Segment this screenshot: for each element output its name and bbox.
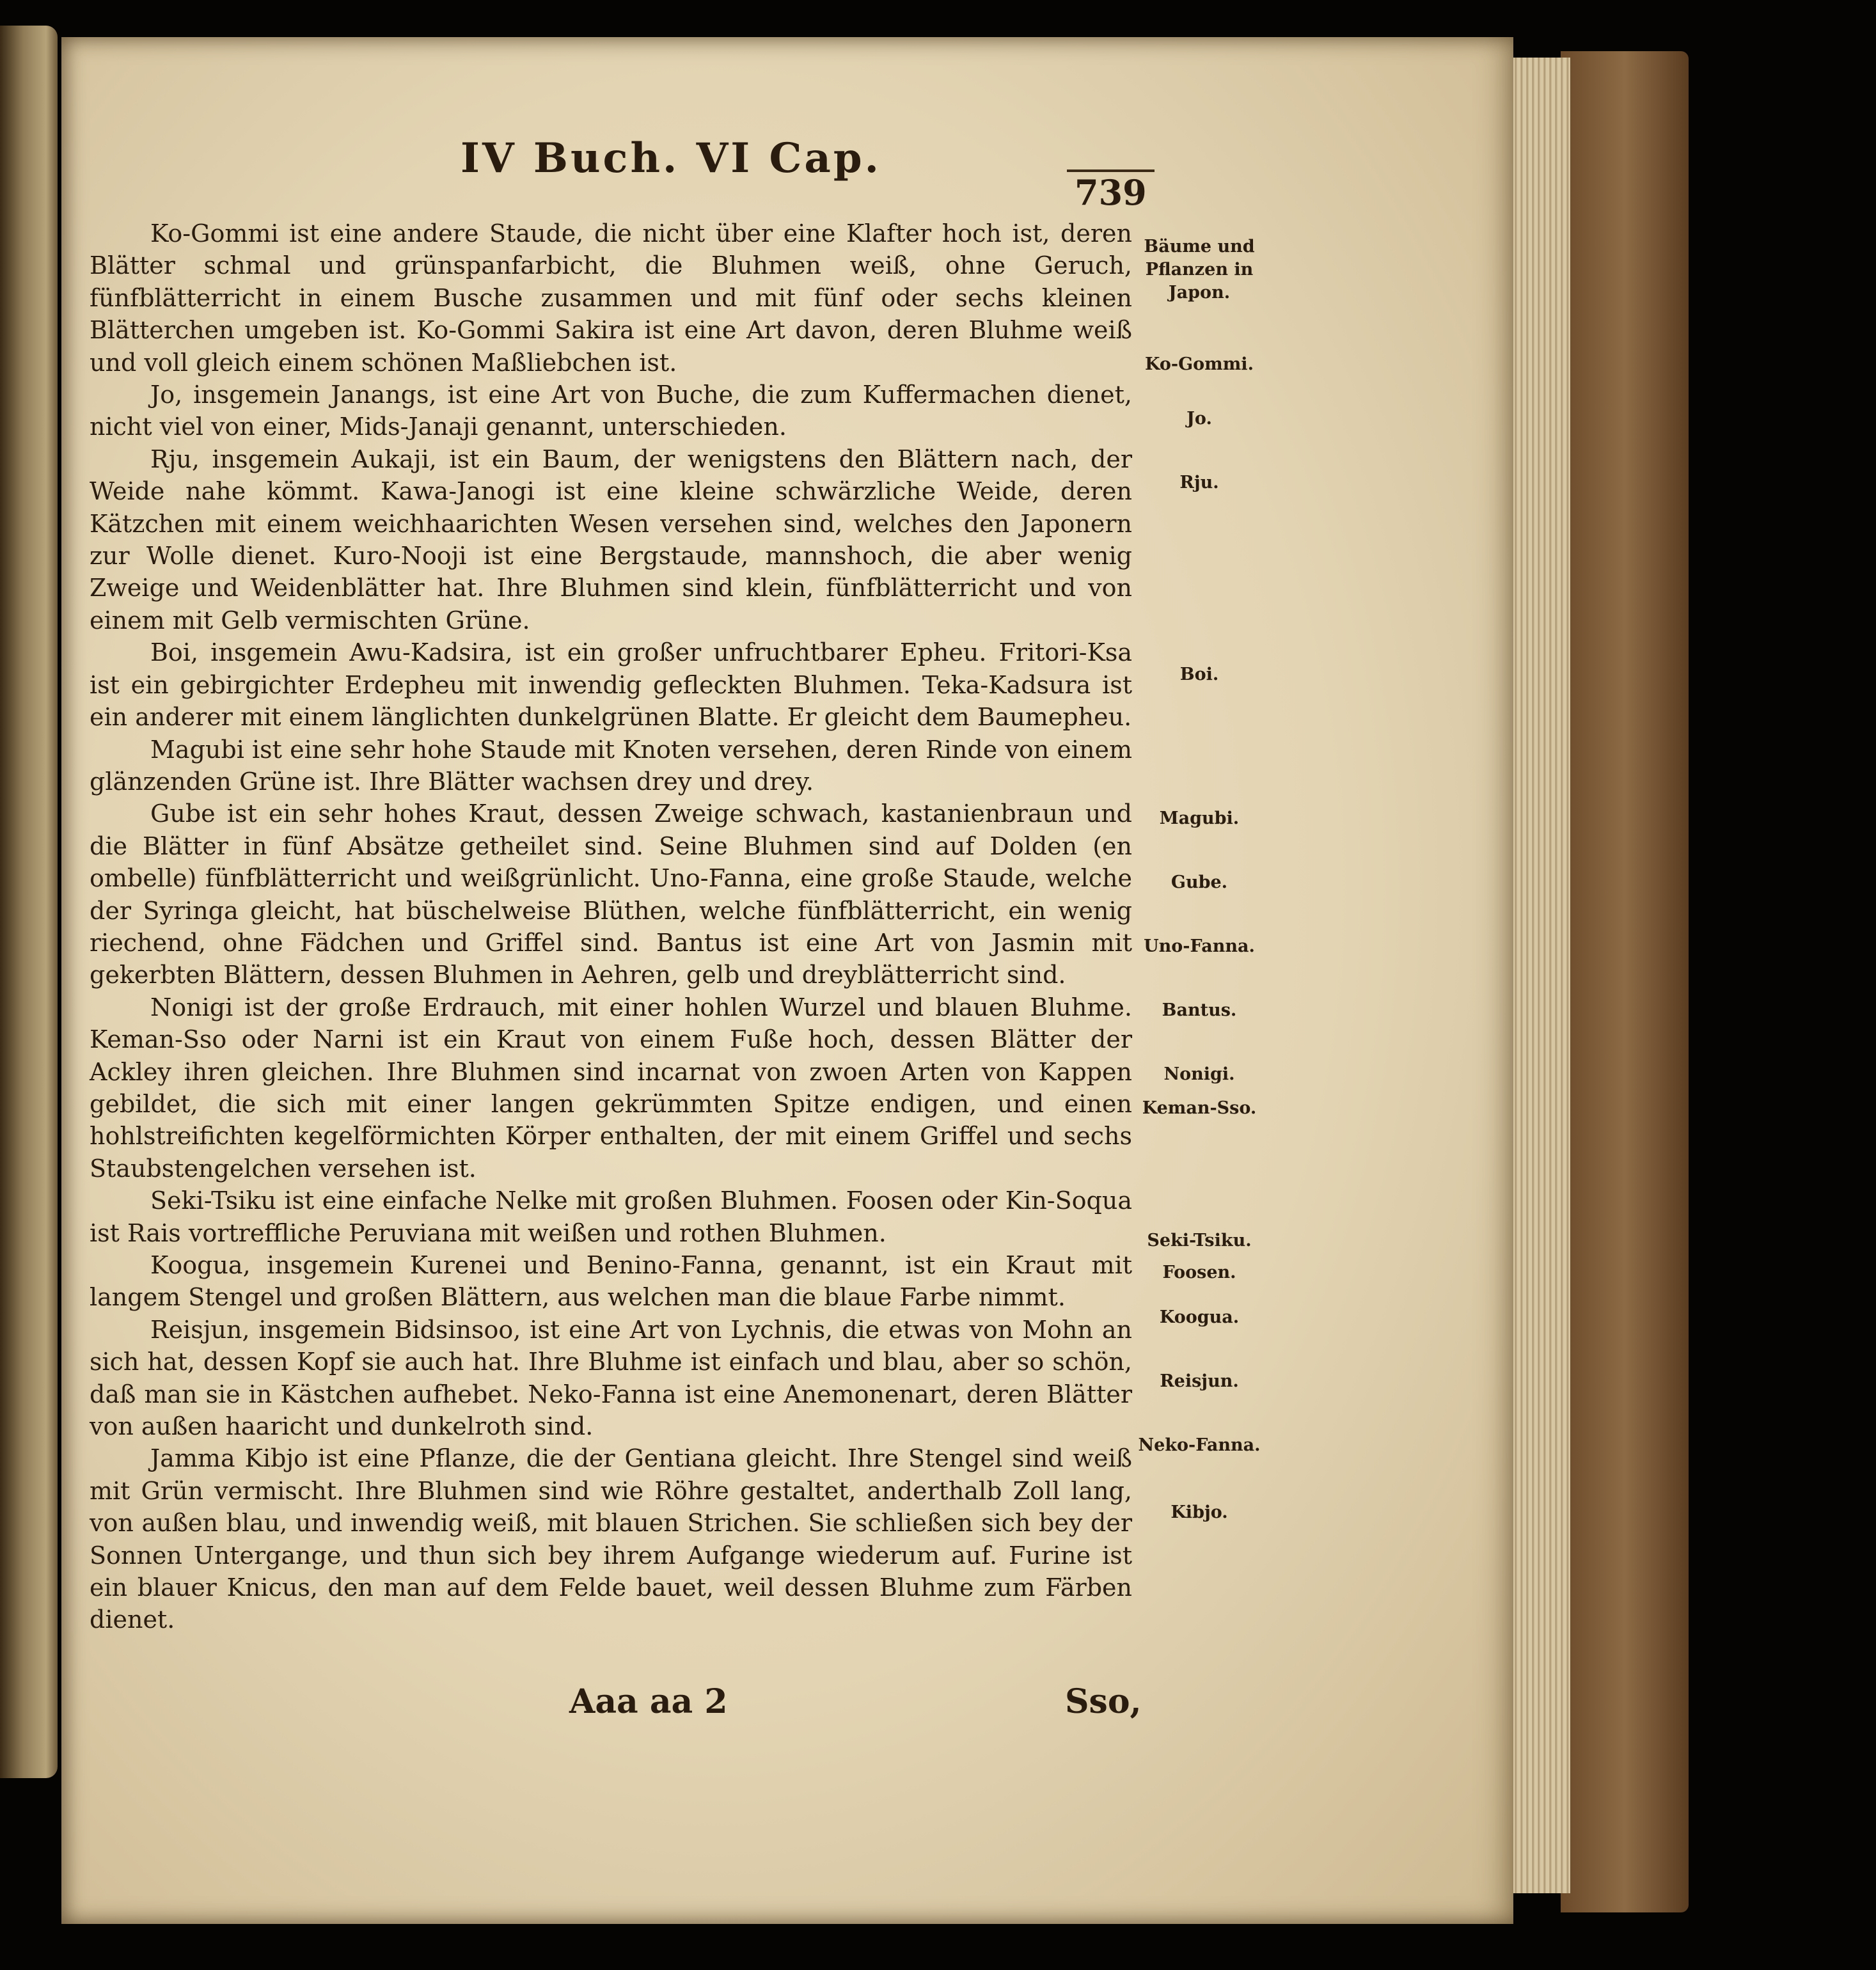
paragraph-ko-gommi: Ko-Gommi ist eine andere Staude, die nicht über eine Klafter hoch ist, deren Blätter schmal und grünspanfarbicht, die Bluhmen weiß, ohne Geruch, fünfblätterricht in einem Busche zusammen und mit fünf oder sechs kleinen Blätterchen umgeben ist. Ko-Gommi Sakira ist eine Art davon, deren Bluhme weiß und voll gleich einem schönen Maßliebchen ist. [90, 219, 1132, 377]
margin-note-uno-fanna: Uno-Fanna. [1144, 936, 1255, 956]
running-title: IV Buch. VI Cap. [461, 134, 881, 182]
page-number: 739 [1067, 169, 1155, 213]
margin-note-neko-fanna: Neko-Fanna. [1138, 1435, 1261, 1455]
margin-note-nonigi: Nonigi. [1163, 1064, 1235, 1084]
margin-note-bantus: Bantus. [1162, 1000, 1237, 1020]
margin-note-ko-gommi: Ko-Gommi. [1145, 354, 1254, 374]
margin-note-rju: Rju. [1179, 473, 1219, 492]
paragraph-reisjun: Reisjun, insgemein Bidsinsoo, ist eine Art von Lychnis, die etwas von Mohn an sich hat, dessen Kopf sie auch hat. Ihre Bluhme ist einfach und blau, aber so schön, daß man sie in Kästchen aufhebet. Neko-Fanna ist eine Anemonenart, deren Blätter von außen haaricht und dunkelroth sind. [90, 1315, 1132, 1441]
margin-note-boi: Boi. [1179, 665, 1219, 684]
paragraph-koogua: Koogua, insgemein Kurenei und Benino-Fanna, genannt, ist ein Kraut mit langem Stengel und großen Blättern, aus welchen man die blaue Farbe nimmt. [90, 1251, 1132, 1312]
margin-note-seki-tsiku: Seki-Tsiku. [1147, 1231, 1252, 1250]
catchword: Sso, [1065, 1682, 1142, 1721]
margin-note-koogua: Koogua. [1159, 1307, 1240, 1327]
paragraph-nonigi: Nonigi ist der große Erdrauch, mit einer hohlen Wurzel und blauen Bluhme. Keman-Sso oder Narni ist ein Kraut von einem Fuße hoch, dessen Blätter der Ackley ihren gleichen. Ihre Bluhmen sind incarnat von zwoen Arten von Kappen gebildet, die sich mit einer langen gekrümmten Spitze endigen, und einen hohlstreifichten kegelförmichten Körper enthalten, der mit einem Griffel und sechs Staubstengelchen versehen ist. [90, 993, 1132, 1183]
paragraph-seki-tsiku: Seki-Tsiku ist eine einfache Nelke mit großen Bluhmen. Foosen oder Kin-Soqua ist Rais vortreffliche Peruviana mit weißen und rothen Bluhmen. [90, 1186, 1132, 1247]
page-body [90, 217, 1132, 1636]
book-cover-edge [1561, 51, 1689, 1912]
margin-note-foosen: Foosen. [1162, 1263, 1236, 1282]
margin-note-magubi: Magubi. [1159, 808, 1240, 828]
paragraph-jo: Jo, insgemein Janangs, ist eine Art von Buche, die zum Kuffermachen dienet, nicht viel von einer, Mids-Janaji genannt, unterschieden. [90, 381, 1132, 441]
paragraph-magubi: Magubi ist eine sehr hohe Staude mit Knoten versehen, deren Rinde von einem glänzenden Grüne ist. Ihre Blätter wachsen drey und drey. [90, 735, 1132, 796]
margin-note-reisjun: Reisjun. [1160, 1371, 1239, 1391]
margin-note-heading: Bäume und Pflanzen in Japon. [1144, 237, 1255, 303]
margin-note-keman-sso: Keman-Sso. [1142, 1098, 1257, 1118]
margin-note-gube: Gube. [1171, 872, 1228, 892]
paragraph-gube: Gube ist ein sehr hohes Kraut, dessen Zweige schwach, kastanienbraun und die Blätter in fünf Absätze getheilet sind. Seine Bluhmen sind auf Dolden (en ombelle) fünfblätterricht und weißgrünlicht. Uno-Fanna, eine große Staude, welche der Syringa gleicht, hat büschelweise Blüthen, welche fünfblätterricht, ein wenig riechend, ohne Fädchen und Griffel sind. Bantus ist eine Art von Jasmin mit gekerbten Blättern, dessen Bluhmen in Aehren, gelb und dreyblätterricht sind. [90, 800, 1132, 989]
paragraph-jamma-kibjo: Jamma Kibjo ist eine Pflanze, die der Gentiana gleicht. Ihre Stengel sind weiß mit Grün vermischt. Ihre Bluhmen sind wie Röhre gestaltet, anderthalb Zoll lang, von außen blau, und inwendig weiß, mit blauen Strichen. Sie schließen sich bey der Sonnen Untergange, und thun sich bey ihrem Aufgange wiederum auf. Furine ist ein blauer Knicus, den man auf dem Felde bauet, weil dessen Bluhme zum Färben dienet. [90, 1444, 1132, 1634]
signature-mark: Aaa aa 2 [569, 1682, 728, 1721]
left-page-edge [0, 26, 58, 1778]
margin-note-kibjo: Kibjo. [1171, 1502, 1228, 1522]
margin-note-jo: Jo. [1186, 409, 1212, 429]
paragraph-boi: Boi, insgemein Awu-Kadsira, ist ein großer unfruchtbarer Epheu. Fritori-Ksa ist ein gebirgichter Erdepheu mit inwendig gefleckten Bluhmen. Teka-Kadsura ist ein anderer mit einem länglichten dunkelgrünen Blatte. Er gleicht dem Baumepheu. [90, 638, 1132, 732]
paragraph-rju: Rju, insgemein Aukaji, ist ein Baum, der wenigstens den Blättern nach, der Weide nahe kömmt. Kawa-Janogi ist eine kleine schwärzliche Weide, deren Kätzchen mit einem weichhaarichten Wesen versehen sind, welches den Japonern zur Wolle dienet. Kuro-Nooji ist eine Bergstaude, mannshoch, die aber wenig Zweige und Weidenblätter hat. Ihre Bluhmen sind klein, fünfblätterricht und von einem mit Gelb vermischten Grüne. [90, 445, 1132, 634]
